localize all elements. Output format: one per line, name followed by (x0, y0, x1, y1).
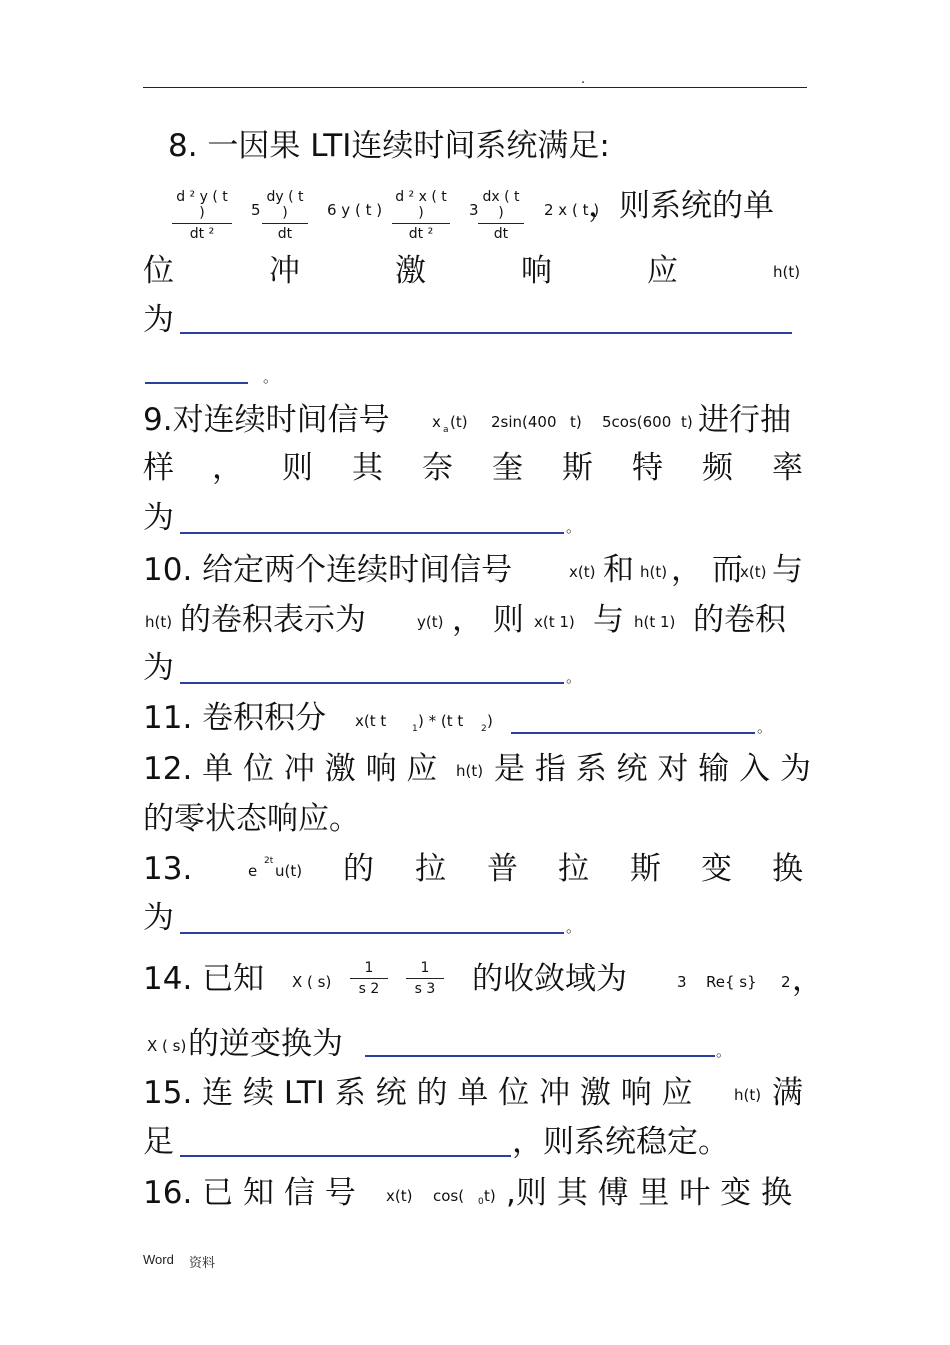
q9-row2-8: 频 (702, 450, 733, 486)
q13-char-5: 变 (701, 851, 732, 887)
q13-head: 13. (143, 851, 193, 887)
q14-c2: 2 (781, 973, 791, 991)
q14-comma: ， (792, 962, 823, 998)
q14-end: 。 (716, 1042, 732, 1060)
q14-xs: X ( s) (292, 973, 332, 991)
q10-dejuanji: 的卷积 (693, 602, 786, 638)
q8-char-5: 应 (647, 253, 678, 289)
q16-xt: x(t) (386, 1187, 413, 1205)
q8-end: 。 (263, 368, 279, 386)
q10-yt: y(t) (417, 613, 444, 631)
q8-coef-5: 5 (251, 201, 261, 219)
q8-ht: h(t) (773, 263, 801, 281)
q12-head: 12. 单 位 冲 激 响 应 (143, 751, 438, 787)
q8-frac-d2x (392, 189, 450, 242)
q14-f2-den: s 3 (414, 981, 436, 997)
q13-char-1: 拉 (415, 851, 446, 887)
q8-d2x-bar (392, 223, 450, 224)
q14-frac-2 (406, 960, 444, 997)
q10-he: 和 (603, 552, 634, 588)
q9-answer-blank[interactable] (180, 532, 564, 534)
q8-dy-num: dy ( t ) (266, 189, 304, 221)
q9-xa-sub: a (443, 425, 449, 435)
q10-yu: 与 (772, 552, 803, 588)
q8-wei: 为 (143, 302, 174, 338)
q13-char-6: 换 (772, 851, 803, 887)
q9-row2-1: ， (212, 450, 243, 486)
q14-c3: 3 (677, 973, 687, 991)
header-rule (143, 87, 807, 88)
q8-char-1: 位 (143, 253, 174, 289)
q12-line2: 的零状态响应。 (143, 801, 360, 837)
q9-row2-9: 率 (772, 450, 803, 486)
q15-tail: ，则系统稳定。 (512, 1124, 729, 1160)
q9-xa: x (432, 413, 441, 431)
q9-row2-7: 特 (632, 450, 663, 486)
q11-expr: x(t t (355, 712, 387, 730)
q8-dx-bar (478, 223, 524, 224)
q10-yu2: 与 (593, 602, 624, 638)
q8-coef-3: 3 (469, 201, 479, 219)
q9-head: 9.对连续时间信号 (143, 402, 390, 438)
q11-head: 11. 卷积积分 (143, 700, 327, 736)
q10-juanji: 的卷积表示为 (180, 602, 366, 638)
q9-xa-t: (t) (450, 413, 468, 431)
q11-sub2: 2 (481, 724, 487, 734)
q9-row2-6: 斯 (562, 450, 593, 486)
q10-ht: h(t) (640, 563, 668, 581)
q12-tail: 是 指 系 统 对 输 入 为 (494, 751, 811, 787)
q8-char-3: 激 (395, 253, 426, 289)
q8-d2y-num: d ² y ( t ) (176, 189, 228, 221)
q8-term-6y: 6 y ( t ) (327, 201, 383, 219)
q13-e: e (248, 862, 258, 880)
q10-ht1: h(t 1) (634, 613, 676, 631)
q8-d2x-num: d ² x ( t ) (395, 189, 447, 221)
q9-tail: 进行抽 (698, 402, 791, 438)
q10-head: 10. 给定两个连续时间信号 (143, 552, 513, 588)
q8-d2x-den: dt ² (408, 226, 434, 242)
q16-t: t) (484, 1187, 496, 1205)
q13-char-0: 的 (343, 851, 374, 887)
q14-head: 14. 已知 (143, 961, 265, 997)
q8-d2y-bar (172, 223, 232, 224)
q13-ut: u(t) (275, 862, 303, 880)
q13-answer-blank[interactable] (180, 932, 564, 934)
q11-expr2: ) * (t t (418, 712, 464, 730)
q9-expr-t1: t) (570, 413, 582, 431)
q13-sup: 2t (264, 856, 274, 866)
q12-ht: h(t) (456, 762, 484, 780)
q16-cos: cos( (433, 1187, 465, 1205)
q10-er: ， 而 (671, 552, 743, 588)
q9-row2-0: 样 (143, 450, 174, 486)
q9-row2-4: 奈 (422, 450, 453, 486)
q9-expr-t2: t) (681, 413, 693, 431)
q14-f1-bar (350, 978, 388, 979)
q14-f1-den: s 2 (358, 981, 380, 997)
q15-answer-blank[interactable] (180, 1155, 511, 1157)
q10-end: 。 (566, 668, 582, 686)
q8-term-2x: 2 x ( t ) (544, 201, 600, 219)
footer-word: Word (143, 1252, 174, 1267)
q8-dy-den: dt (277, 226, 293, 242)
q16-sub0: 0 (478, 1197, 484, 1207)
q14-frac-1 (350, 960, 388, 997)
q14-inv: 的逆变换为 (188, 1026, 343, 1062)
q9-row2-3: 其 (352, 450, 383, 486)
q15-man: 满 (772, 1075, 803, 1111)
q9-expr-sin: 2sin(400 (491, 413, 557, 431)
q14-roc: 的收敛域为 (472, 961, 627, 997)
q16-tail: ,则 其 傅 里 叶 变 换 (506, 1175, 792, 1211)
q14-re: Re{ s} (706, 973, 757, 991)
q13-char-2: 普 (487, 851, 518, 887)
q14-f2-num: 1 (420, 960, 430, 976)
q8-line1: 8. 一因果 LTI连续时间系统满足: (168, 128, 610, 164)
q14-f1-num: 1 (364, 960, 374, 976)
q10-xt1: x(t 1) (534, 613, 575, 631)
q9-wei: 为 (143, 500, 174, 536)
q13-wei: 为 (143, 900, 174, 936)
q8-frac-dx (478, 189, 524, 242)
q15-zu: 足 (143, 1124, 174, 1160)
q10-xt2: x(t) (740, 563, 767, 581)
q8-char-2: 冲 (269, 253, 300, 289)
q8-dx-num: dx ( t ) (482, 189, 520, 221)
q14-xs2: X ( s) (147, 1037, 187, 1055)
q13-char-4: 斯 (630, 851, 661, 887)
q8-d2y-den: dt ² (189, 226, 215, 242)
q14-f2-bar (406, 978, 444, 979)
q11-answer-blank[interactable] (511, 732, 755, 734)
q8-frac-dy (262, 189, 308, 242)
q9-end: 。 (566, 518, 582, 536)
q14-answer-blank[interactable] (365, 1055, 715, 1057)
q8-answer-blank-1[interactable] (180, 332, 792, 334)
q9-expr-cos: 5cos(600 (602, 413, 672, 431)
q13-end: 。 (566, 918, 582, 936)
q10-answer-blank[interactable] (180, 682, 564, 684)
q11-end: 。 (757, 718, 773, 736)
header-dot: . (581, 72, 586, 87)
q15-head: 15. 连 续 LTI 系 统 的 单 位 冲 激 响 应 (143, 1075, 693, 1111)
q10-wei: 为 (143, 650, 174, 686)
q10-ze: ， 则 (452, 602, 524, 638)
q8-answer-blank-2[interactable] (145, 382, 248, 384)
q11-expr3: ) (487, 712, 493, 730)
q9-row2-5: 奎 (492, 450, 523, 486)
q8-frac-d2y (172, 189, 232, 242)
q8-dx-den: dt (493, 226, 509, 242)
footer-ziliao: 资料 (189, 1255, 216, 1270)
q15-ht: h(t) (734, 1086, 762, 1104)
q8-dy-bar (262, 223, 308, 224)
q10-xt: x(t) (569, 563, 596, 581)
q10-ht2: h(t) (145, 613, 173, 631)
q8-eq-tail: ，则系统的单 (588, 188, 774, 224)
q11-sub1: 1 (412, 724, 418, 734)
q9-row2-2: 则 (282, 450, 313, 486)
q13-char-3: 拉 (558, 851, 589, 887)
q16-head: 16. 已 知 信 号 (143, 1175, 356, 1211)
q8-char-4: 响 (521, 253, 552, 289)
